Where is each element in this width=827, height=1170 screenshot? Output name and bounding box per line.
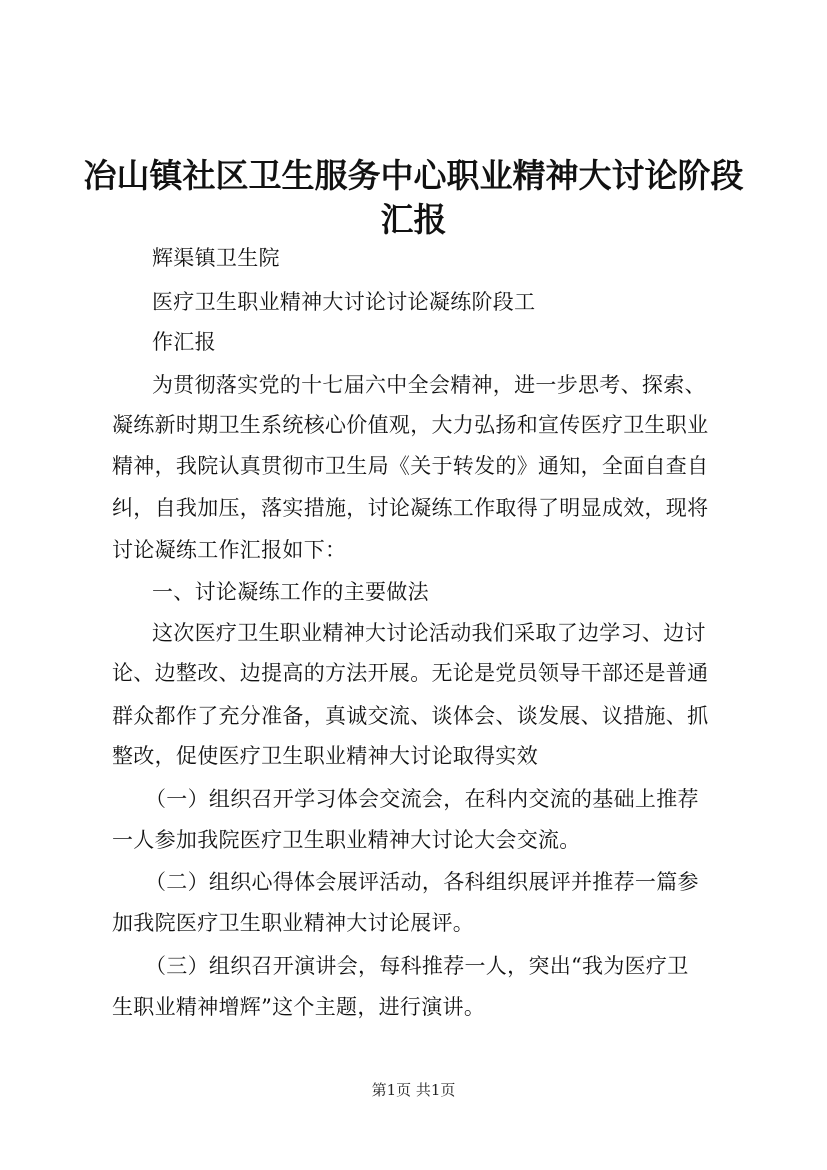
item-line: 生职业精神增辉”这个主题，进行演讲。 [112, 995, 486, 1019]
page-footer: 第1页 共1页 [371, 1081, 456, 1099]
document-title-line-2: 汇报 [380, 200, 447, 239]
body-line: 群众都作了充分准备，真诚交流、谈体会、谈发展、议措施、抓 [112, 704, 709, 728]
item-line: 一人参加我院医疗卫生职业精神大讨论大会交流。 [112, 828, 581, 852]
body-line: 整改，促使医疗卫生职业精神大讨论取得实效 [112, 744, 538, 768]
body-line: 讨论凝练工作汇报如下： [112, 538, 347, 562]
body-line: 论、边整改、边提高的方法开展。无论是党员领导干部还是普通 [112, 661, 709, 685]
subtitle-line-2: 作汇报 [152, 330, 216, 354]
item-line: （三）组织召开演讲会，每科推荐一人，突出“我为医疗卫 [145, 954, 689, 978]
section-heading: 一、讨论凝练工作的主要做法 [152, 580, 429, 604]
body-line: 为贯彻落实党的十七届六中全会精神，进一步思考、探索、 [152, 373, 706, 397]
body-line: 这次医疗卫生职业精神大讨论活动我们采取了边学习、边讨 [152, 621, 706, 645]
item-line: （一）组织召开学习体会交流会，在科内交流的基础上推荐 [145, 787, 699, 811]
body-line: 纠，自我加压，落实措施，讨论凝练工作取得了明显成效，现将 [112, 496, 709, 520]
body-line: 凝练新时期卫生系统核心价值观，大力弘扬和宣传医疗卫生职业 [112, 413, 709, 437]
author-line: 辉渠镇卫生院 [152, 246, 280, 270]
body-line: 精神，我院认真贯彻市卫生局《关于转发的》通知，全面自查自 [112, 454, 709, 478]
subtitle-line-1: 医疗卫生职业精神大讨论讨论凝练阶段工 [152, 290, 536, 314]
document-title-line-1: 冶山镇社区卫生服务中心职业精神大讨论阶段 [83, 156, 744, 195]
item-line: 加我院医疗卫生职业精神大讨论展评。 [112, 911, 475, 935]
item-line: （二）组织心得体会展评活动，各科组织展评并推荐一篇参 [145, 870, 699, 894]
